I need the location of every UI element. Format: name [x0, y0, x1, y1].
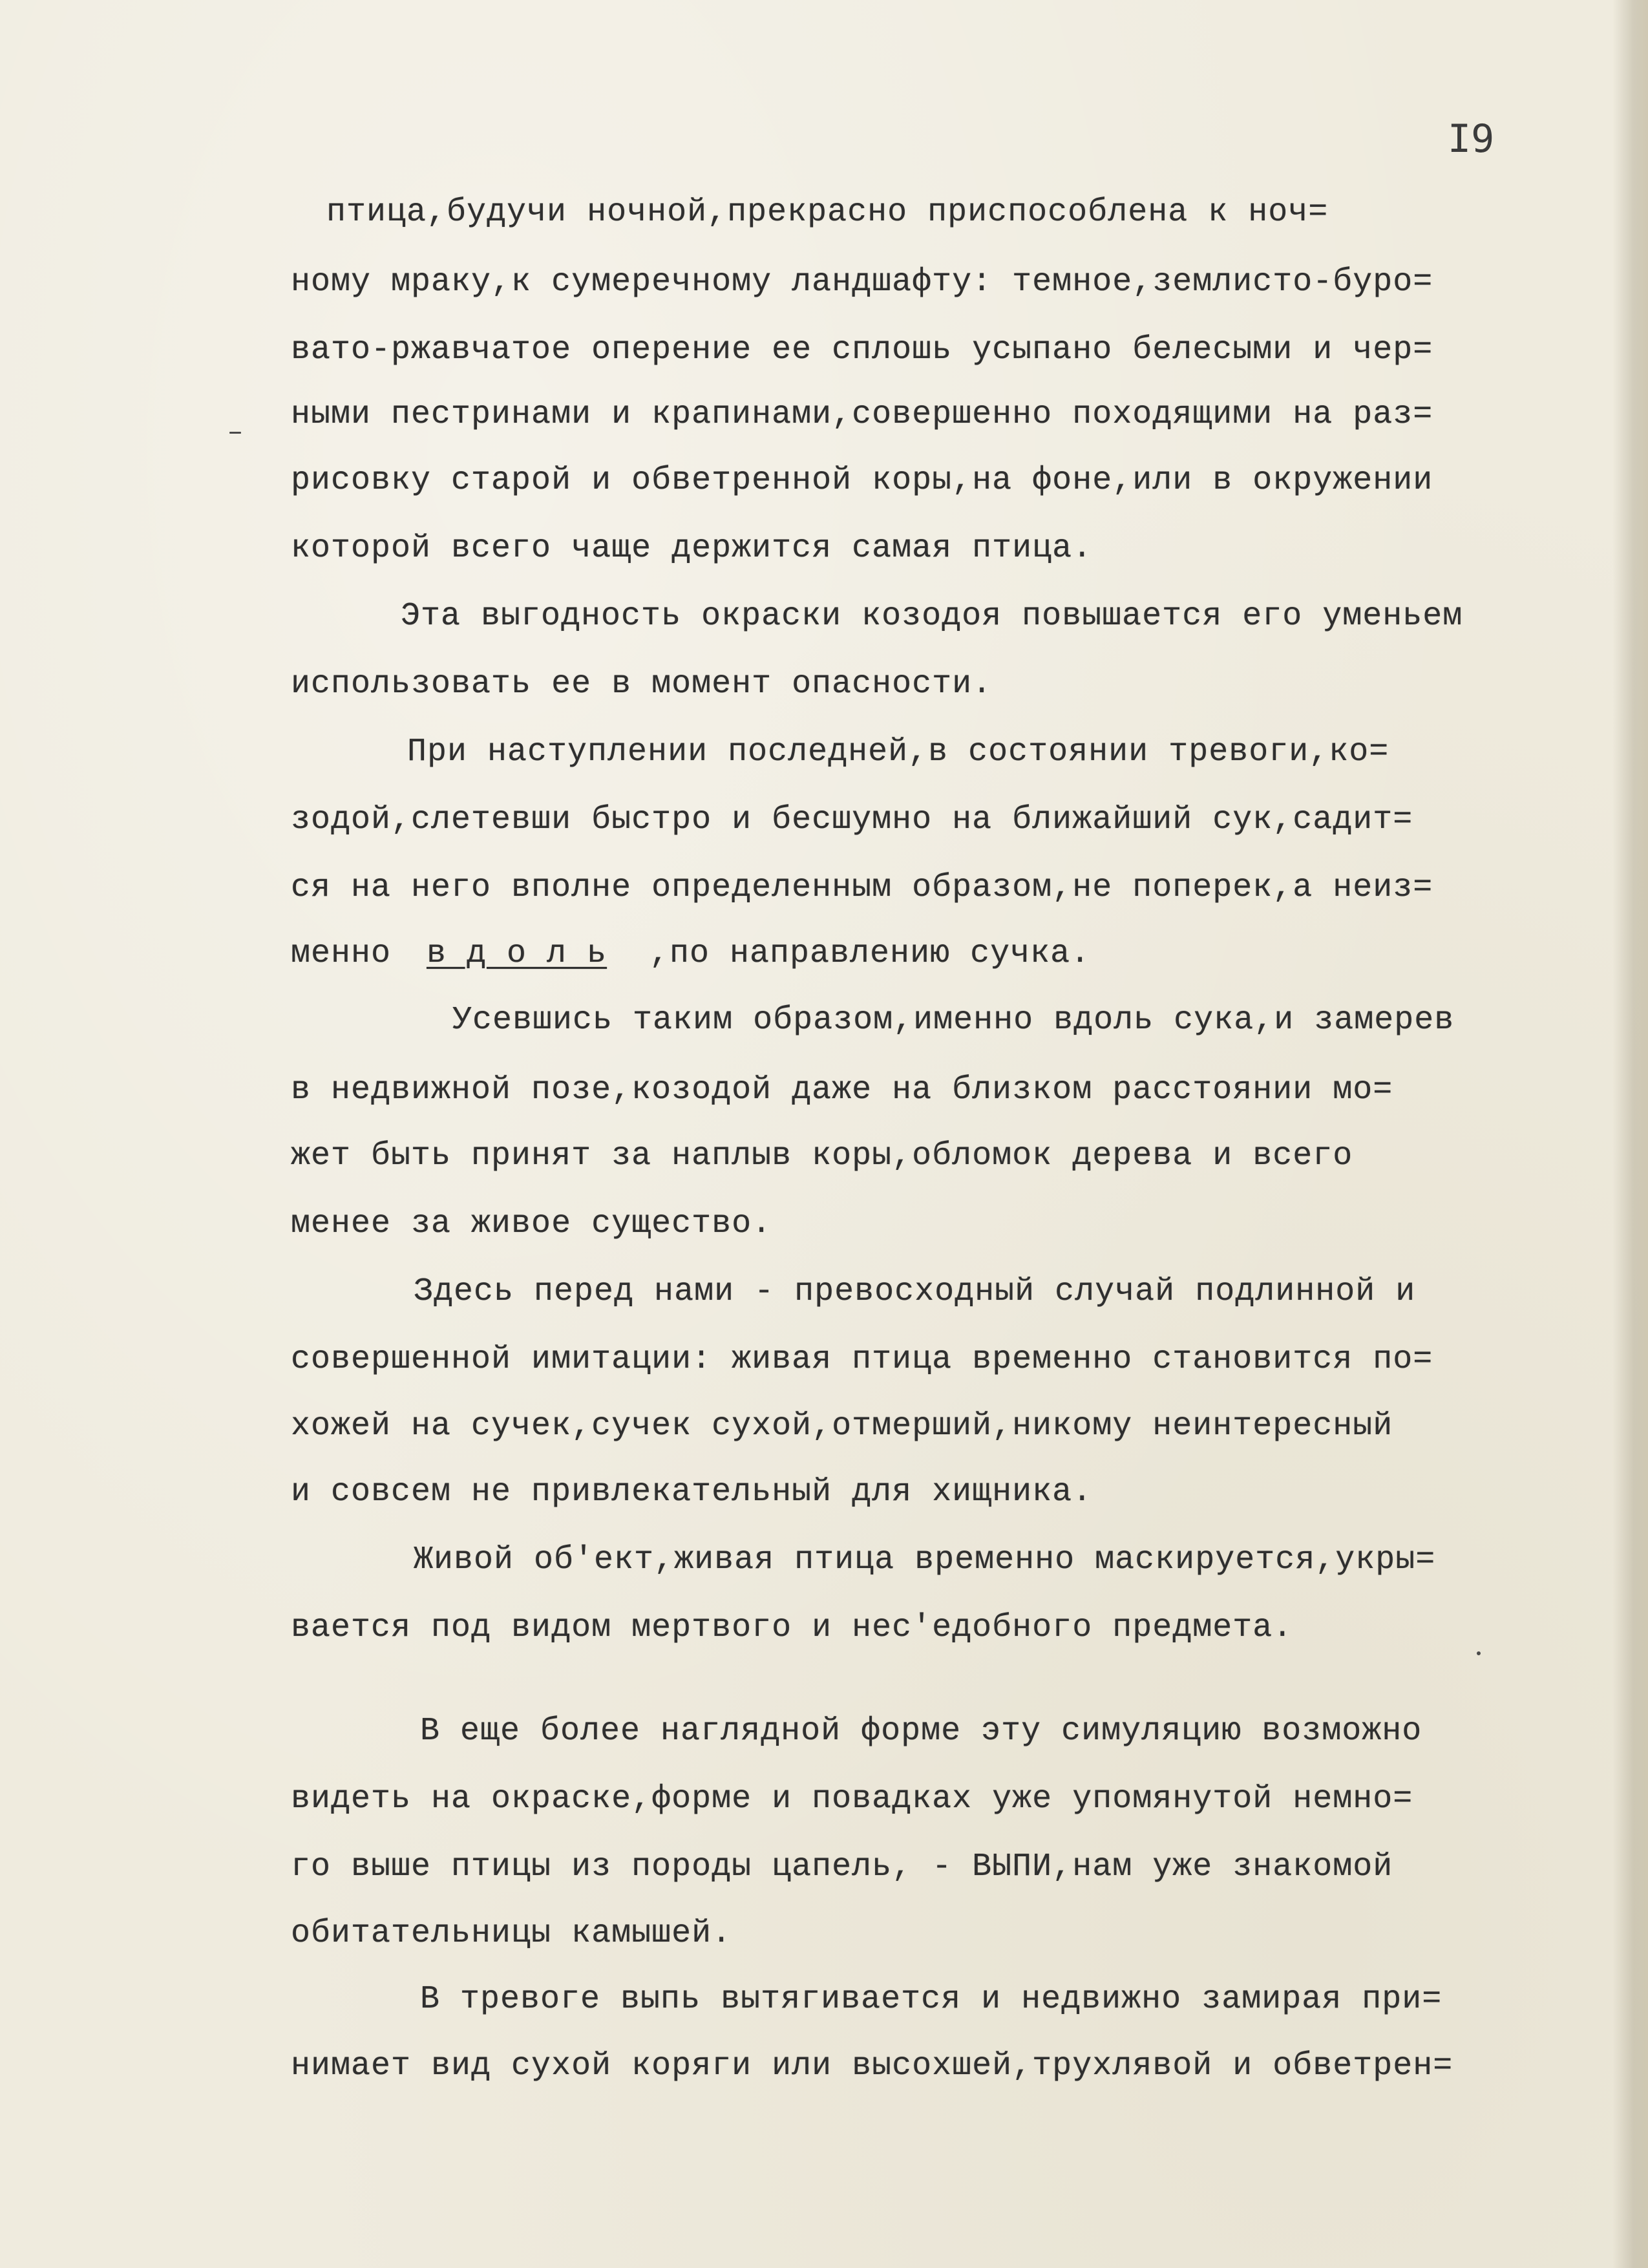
text-line: обитательницы камышей.	[291, 1915, 732, 1952]
text-line: зодой,слетевши быстро и бесшумно на ближайший сук,садит=	[291, 801, 1413, 838]
text-line: Усевшись таким образом,именно вдоль сука,и замерев	[452, 1002, 1455, 1039]
text-line: Живой об'ект,живая птица временно маскируется,укры=	[414, 1542, 1436, 1578]
page-number: I9	[1448, 116, 1495, 162]
page-edge-shadow	[1612, 0, 1648, 2268]
text-line: вается под видом мертвого и нес'едобного предмета.	[291, 1609, 1293, 1646]
text-line: ся на него вполне определенным образом,не поперек,а неиз=	[291, 869, 1433, 906]
text-line: хожей на сучек,сучек сухой,отмерший,никому неинтересный	[291, 1408, 1393, 1445]
text-line: жет быть принят за наплыв коры,обломок дерева и всего	[291, 1138, 1353, 1174]
text-line: совершенной имитации: живая птица временно становится по=	[291, 1341, 1433, 1378]
underlined-word: в д о л ь	[427, 935, 607, 972]
text-line: менее за живое существо.	[291, 1205, 772, 1242]
text-line: ными пестринами и крапинами,совершенно походящими на раз=	[291, 396, 1433, 433]
text-line: менно	[291, 935, 392, 972]
text-line: ,по направлению сучка.	[650, 935, 1091, 972]
text-line: видеть на окраске,форме и повадках уже упомянутой немно=	[291, 1781, 1413, 1818]
text-line: ному мраку,к сумеречному ландшафту: темное,землисто-буро=	[291, 264, 1433, 301]
text-line: вато-ржавчатое оперение ее сплошь усыпано белесыми и чер=	[291, 332, 1433, 368]
text-line: Эта выгодность окраски козодоя повышается его уменьем	[401, 598, 1463, 635]
text-line: В еще более наглядной форме эту симуляцию возможно	[420, 1713, 1422, 1750]
text-line: которой всего чаще держится самая птица.	[291, 530, 1093, 567]
text-line: Здесь перед нами - превосходный случай подлинной и	[414, 1273, 1416, 1310]
text-line: рисовку старой и обветренной коры,на фоне,или в окружении	[291, 462, 1433, 499]
text-line: В тревоге выпь вытягивается и недвижно замирая при=	[420, 1981, 1442, 2018]
text-line: нимает вид сухой коряги или высохшей,трухлявой и обветрен=	[291, 2048, 1453, 2084]
text-line: При наступлении последней,в состоянии тревоги,ко=	[407, 734, 1389, 770]
text-line: и совсем не привлекательный для хищника.	[291, 1474, 1093, 1510]
text-line: использовать ее в момент опасности.	[291, 666, 993, 703]
margin-dash	[229, 432, 241, 434]
text-line: го выше птицы из породы цапель, - ВЫПИ,нам уже знакомой	[291, 1849, 1393, 1885]
ink-speck	[1477, 1651, 1481, 1655]
text-line: в недвижной позе,козодой даже на близком расстоянии мо=	[291, 1072, 1393, 1108]
text-line: птица,будучи ночной,прекрасно приспособлена к ноч=	[326, 194, 1329, 231]
